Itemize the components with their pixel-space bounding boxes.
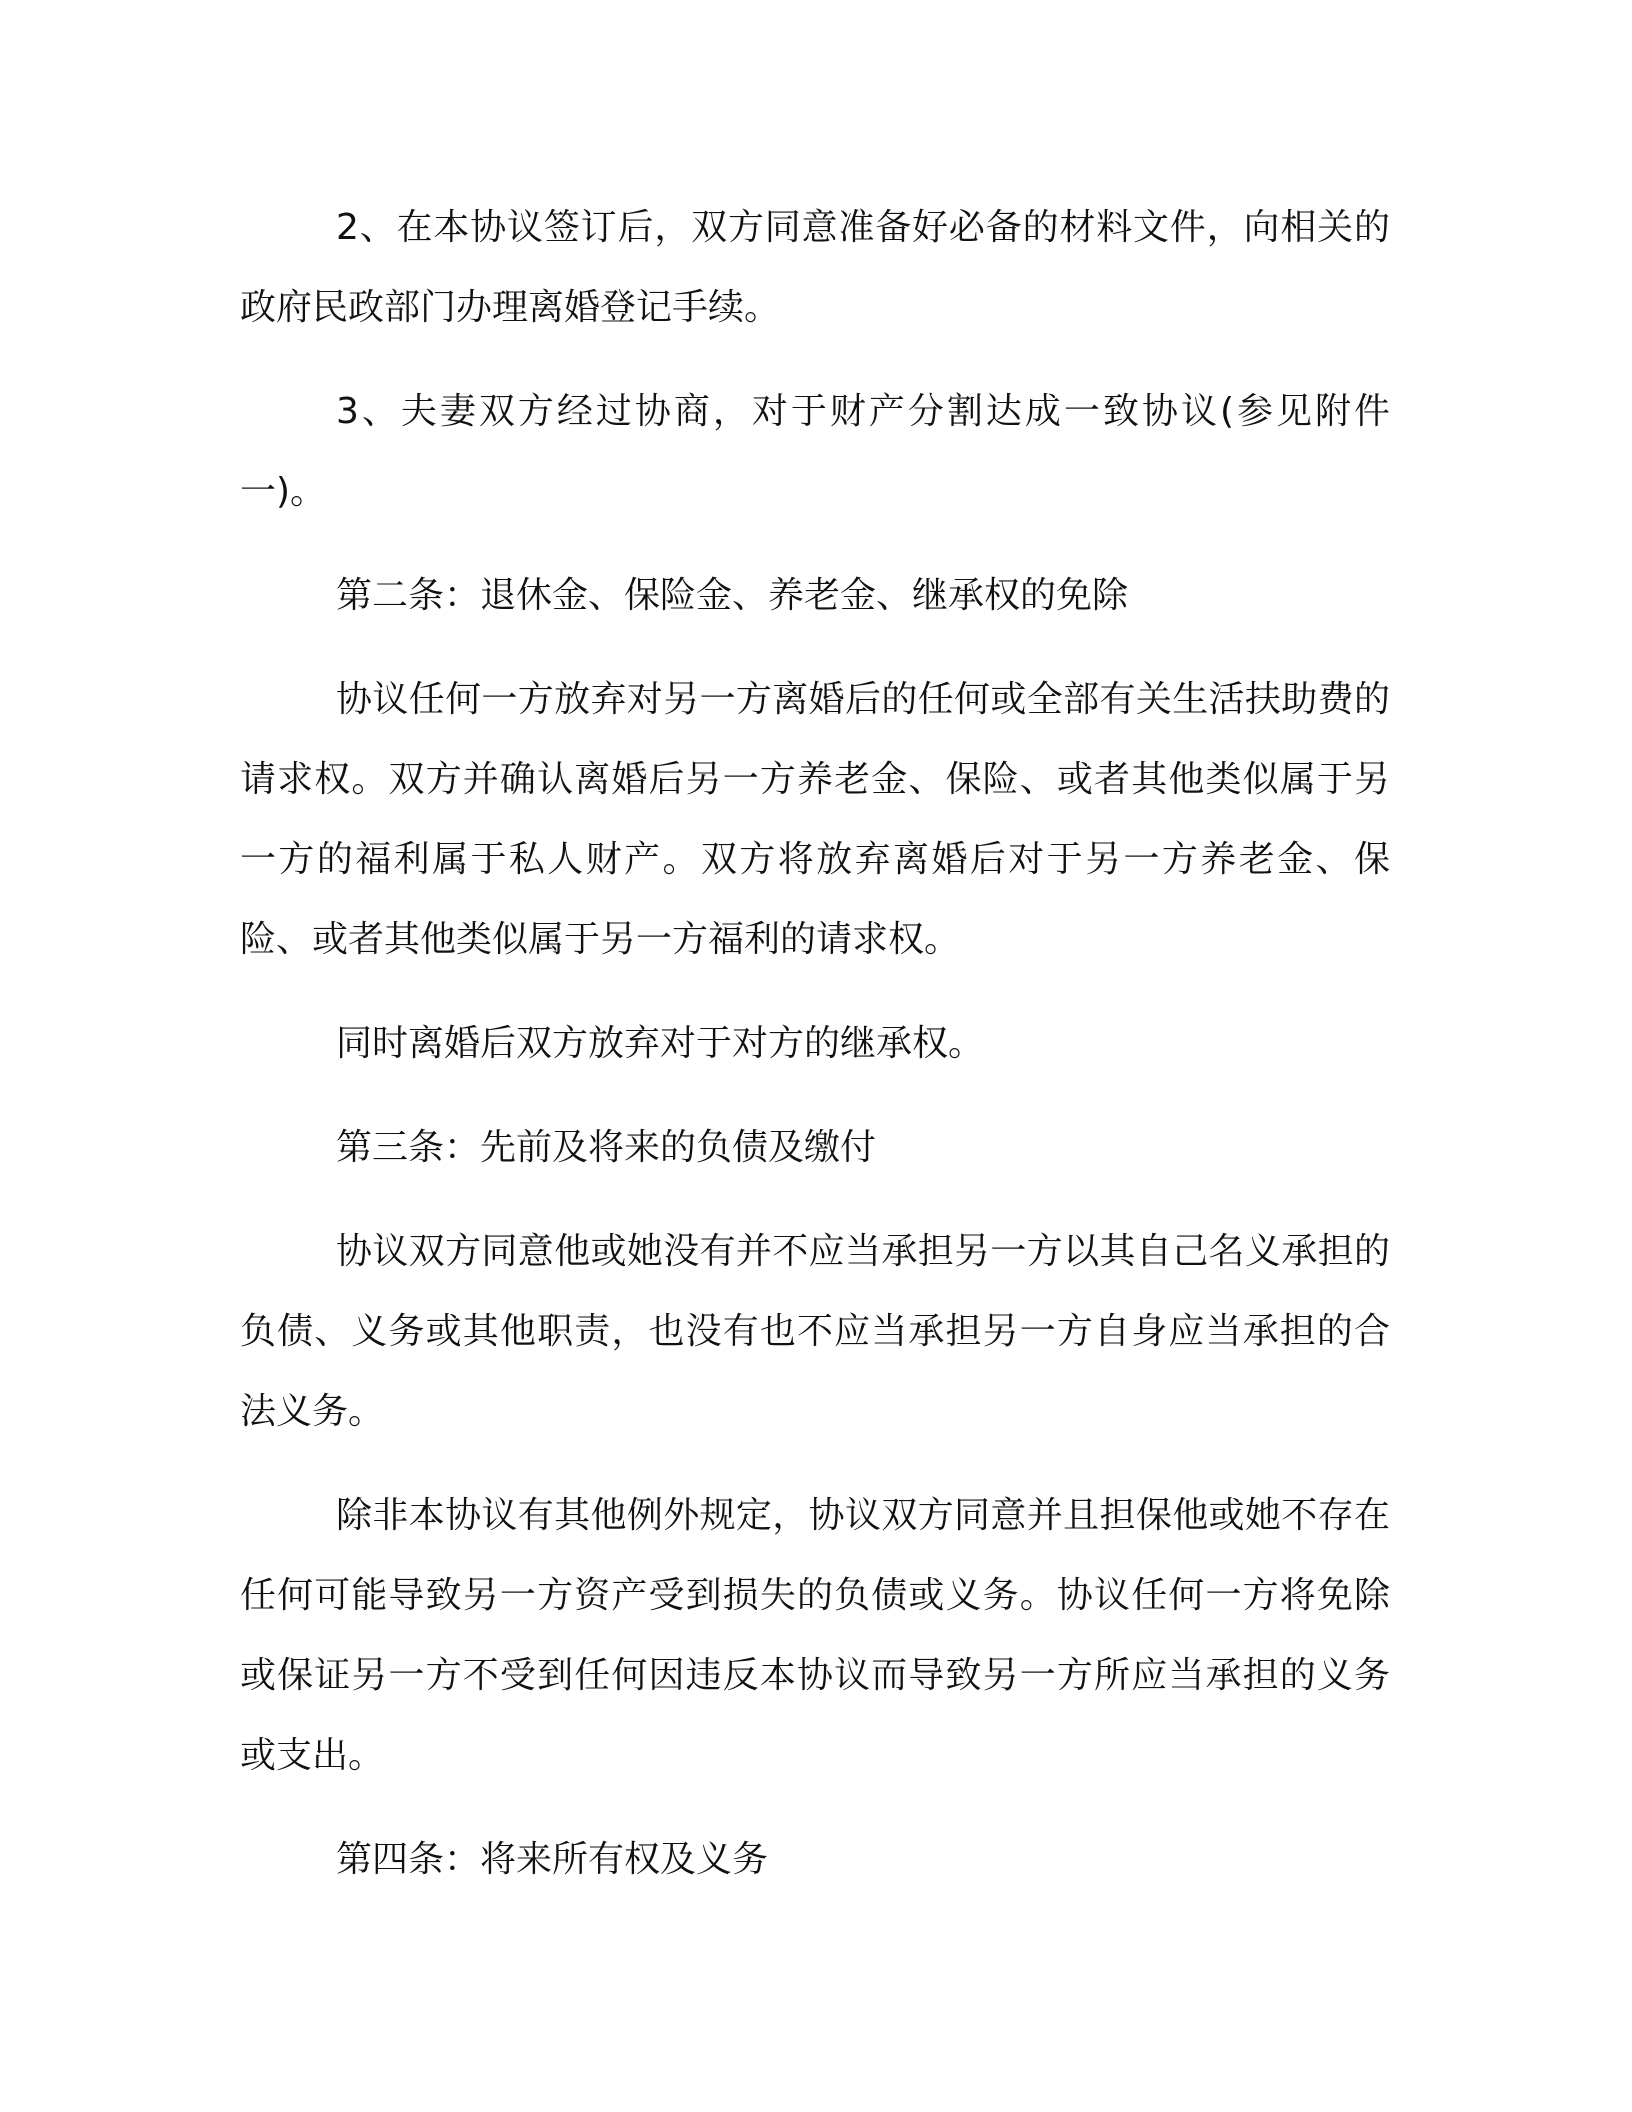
article-3-heading: 第三条：先前及将来的负债及缴付 (336, 1127, 877, 1168)
article-3-paragraph-1: 协议双方同意他或她没有并不应当承担另一方以其自己名义承担的负债、义务或其他职责，也没有也不应当承担另一方自身应当承担的合法义务。 (240, 1231, 1390, 1432)
article-4-heading: 第四条：将来所有权及义务 (336, 1839, 769, 1880)
article-3-paragraph-2: 除非本协议有其他例外规定，协议双方同意并且担保他或她不存在任何可能导致另一方资产受到损失的负债或义务。协议任何一方将免除或保证另一方不受到任何因违反本协议而导致另一方所应当承担的义务或支出。 (240, 1495, 1390, 1776)
article-2-heading: 第二条：退休金、保险金、养老金、继承权的免除 (336, 575, 1129, 616)
clause-3-paragraph: 3、夫妻双方经过协商，对于财产分割达成一致协议(参见附件一)。 (240, 391, 1390, 512)
document-body (240, 188, 1390, 1924)
article-2-paragraph-1: 协议任何一方放弃对另一方离婚后的任何或全部有关生活扶助费的请求权。双方并确认离婚后另一方养老金、保险、或者其他类似属于另一方的福利属于私人财产。双方将放弃离婚后对于另一方养老金、保险、或者其他类似属于另一方福利的请求权。 (240, 679, 1390, 960)
clause-2-paragraph: 2、在本协议签订后，双方同意准备好必备的材料文件，向相关的政府民政部门办理离婚登记手续。 (240, 207, 1390, 328)
article-2-paragraph-2: 同时离婚后双方放弃对于对方的继承权。 (336, 1023, 985, 1064)
